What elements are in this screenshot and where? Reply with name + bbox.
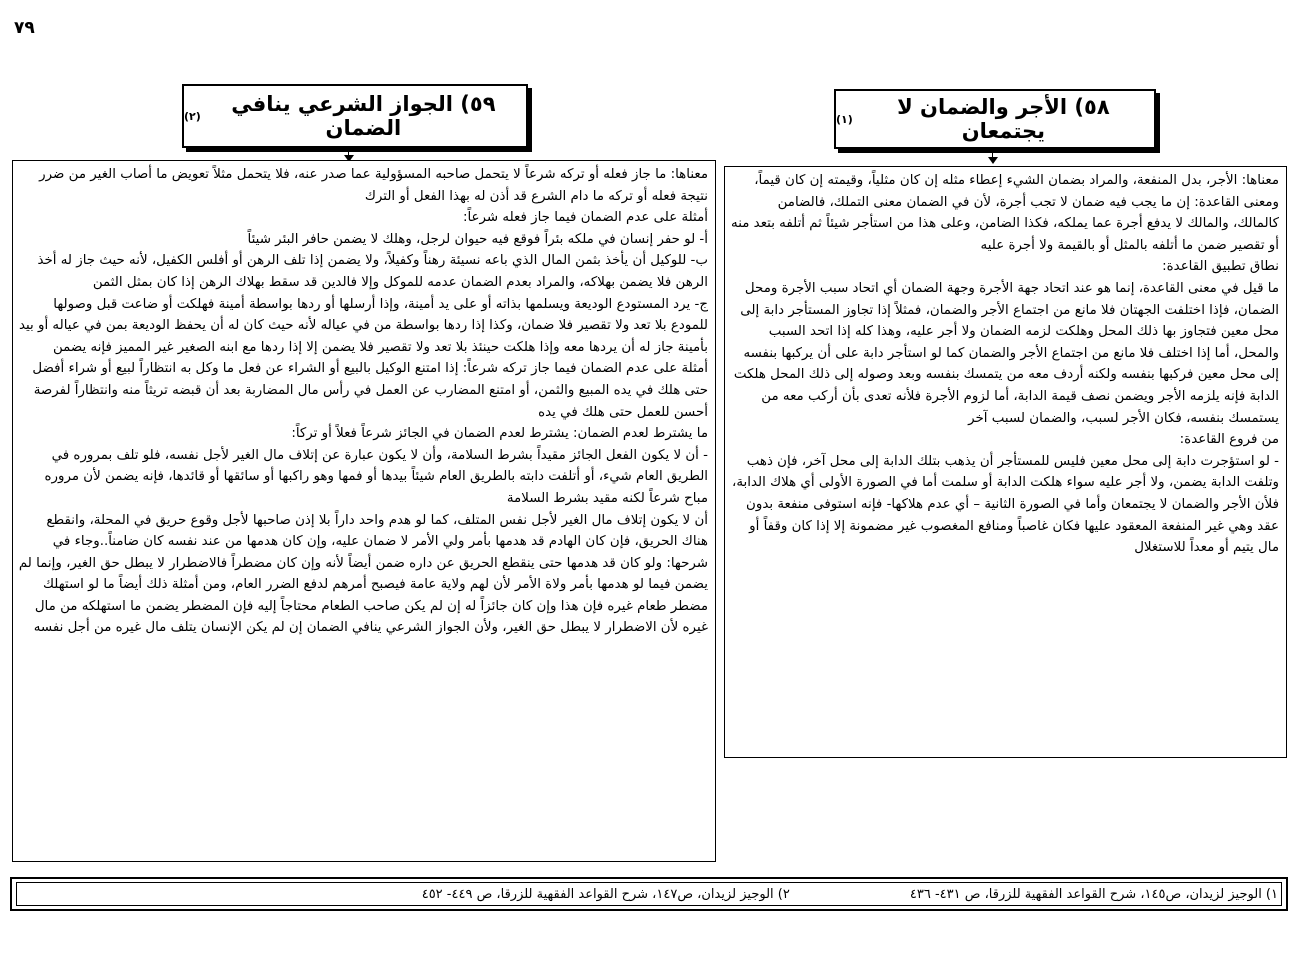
down-arrow-icon bbox=[986, 148, 1000, 164]
rule-59-title: ٥٩) الجواز الشرعي ينافي الضمان bbox=[231, 92, 496, 140]
rule-58-body bbox=[724, 166, 1287, 758]
rule-58-scope: ما قيل في معنى القاعدة، إنما هو عند اتحاد جهة الأجرة وجهة الضمان أي اتحاد سبب الأجرة ومحل الضمان، فإذا اختلفت الجهتان فلا مانع من اجتماع الأجر والضمان، فمثلاً إذا تجاوز المستأجر دابة إلى محل معين فتجاوز بها ذلك المحل وهلكت لزمه الضمان ولا أجر عليه، وهذا كله إذا اتحد السبب والمحل، أما إذا اختلف فلا مانع من اجتماع الأجر والضمان كما لو استأجر دابة على أن يركبها بنفسه إلى محل معين فركبها بنفسه ولكنه أردف معه من يتمسك بنفسه وبعد وصوله إلى ذلك المحل هلكت الدابة فإنه يلزمه الأجر ويضمن نصف قيمة الدابة، أما لزوم الأجرة فلأنه تعدى بأن أركب معه من يستمسك بنفسه، فكان الأجر لسبب، والضمان لسبب آخر bbox=[733, 280, 1279, 426]
rule-59-examples-heading: أمثلة على عدم الضمان فيما جاز فعله شرعاً: bbox=[462, 210, 708, 226]
footnote-2: ٢) الوجيز لزيدان، ص١٤٧، شرح القواعد الفقهية للزرقا، ص ٤٤٩- ٤٥٢ bbox=[421, 886, 790, 902]
rule-59-meaning: معناها: ما جاز فعله أو تركه شرعاً لا يتحمل صاحبه المسؤولية عما صدر عنه، فلا يتحمل مثلاً تعويض ما أصاب الغير من ضرر نتيجة فعله أو تركه ما دام الشرع قد أذن له بهذا الفعل أو الترك bbox=[39, 167, 708, 204]
rule-59-footnote-mark: (٢) bbox=[184, 109, 201, 123]
rule-58-scope-heading: نطاق تطبيق القاعدة: bbox=[1162, 259, 1279, 275]
rule-58-title: ٥٨) الأجر والضمان لا يجتمعان bbox=[897, 95, 1110, 143]
rule-59-example-b: ب- للوكيل أن يأخذ بثمن المال الذي باعه نسيئة رهناً وكفيلاً، ولا يضمن إذا تلف الرهن أو أفلس الكفيل، لأنه حيث جاز له أخذ الرهن فلا يضمن بهلاكه، والمراد بعدم الضمان عدمه للموكل وإلا فالدين قد سقط بهلاك الرهن إذا كان بمثل الثمن bbox=[37, 253, 708, 290]
rule-58-footnote-mark: (١) bbox=[836, 112, 853, 126]
rule-59-body bbox=[12, 160, 716, 862]
rule-58-meaning: معناها: الأجر، بدل المنفعة، والمراد بضمان الشيء إعطاء مثله إن كان مثلياً، وقيمته إن كان قيماً، ومعنى القاعدة: إن ما يجب فيه ضمان لا تجب أجرة، لأن في الضمان معنى التملك، فالضامن كالمالك، والمالك لا يدفع أجرة عما يملكه، فكذا الضامن، وعلى هذا من استأجر شيئاً ثم أتلفه بتعد منه أو تقصير ضمن ما أتلفه بالمثل أو بالقيمة ولا أجرة عليه bbox=[731, 173, 1279, 253]
rule-59-title-box bbox=[182, 84, 528, 148]
rule-59-example-c: ج- يرد المستودع الوديعة ويسلمها بذاته أو على يد أمينة، وإذا أرسلها أو ردها بواسطة أمينة فهلكت أو ضاعت قبل وصولها للمودع بلا تعد ولا تقصير فلا ضمان، وكذا إذا ردها بواسطة من في عياله لأنه حيث كان له أن يحفظ الوديعة بمن في عياله أو بيد بأمينة جاز له أن يردها معه وإذا هلكت حينئذ بلا تعد ولا تقصير فلا يضمن إلا إذا ردها مع ابنه الصغير غير المميز فإنه يضمن bbox=[18, 296, 708, 355]
rule-59-condition-1: - أن لا يكون الفعل الجائز مقيداً بشرط السلامة، وأن لا يكون عبارة عن إتلاف مال الغير لأجل نفسه، فلو تلف بمروره في الطريق العام شيء، أو أتلفت دابته بالطريق العام شيئاً بيدها أو فمها وهو راكبها أو سائقها أو قائدها، فإنه يضمن لأن مروره مباح شرعاً لكنه مقيد بشرط السلامة bbox=[44, 447, 708, 506]
rule-59-example-a: أ- لو حفر إنسان في ملكه بئراً فوقع فيه حيوان لرجل، وهلك لا يضمن حافر البئر شيئاً bbox=[247, 231, 708, 247]
footnotes-box bbox=[10, 877, 1288, 911]
rule-59-condition-2: أن لا يكون إتلاف مال الغير لأجل نفس المتلف، كما لو هدم واحد داراً بلا إذن صاحبها لأجل وقوع حريق في المحلة، وانقطع هناك الحريق، فإن كان الهادم قد هدمها بأمر ولي الأمر لا ضمان عليه، وإن كان هدمها من عند نفسه كان ضامناً..وجاء في شرحها: ولو كان قد هدمها حتى ينقطع الحريق عن داره ضمن أيضاً لأنه وإن كان مضطراً فالاضطرار لا يبطل حق الغير، وإنما لم يضمن فيما لو هدمها بأمر ولاة الأمر لأن لهم ولاية عامة فيصبح أمرهم لدفع الضرر العام، ومن أمثلة ذلك أيضاً ما لو استهلك مضطر طعام غيره فإن هذا وإن كان جائزاً له إن لم يكن صاحب الطعام محتاجاً إليه فإن المضطر يضمن ما استهلكه من مال غيره لأن الاضطرار لا يبطل حق الغير، ولأن الجواز الشرعي ينافي الضمان إن لم يكن الإنسان يتلف مال غيره من أجل نفسه bbox=[18, 512, 708, 636]
rule-59-conditions-heading: ما يشترط لعدم الضمان: يشترط لعدم الضمان في الجائز شرعاً فعلاً أو تركاً: bbox=[291, 426, 708, 442]
rule-59-omission-examples: أمثلة على عدم الضمان فيما جاز تركه شرعاً: إذا امتنع الوكيل بالبيع أو الشراء عن فعل ما وكل به انتظاراً لبيع أو شراء أفضل حتى هلك في يده المبيع والثمن، أو امتنع المضارب عن العمل في رأس مال المضاربة بعد أن قبضه تريثاً منه وانتظاراً لفرصة أحسن للعمل حتى هلك في يده bbox=[32, 361, 708, 420]
rule-58-title-box bbox=[834, 89, 1156, 149]
rule-58-branch-example: - لو استؤجرت دابة إلى محل معين فليس للمستأجر أن يذهب بتلك الدابة إلى محل آخر، فإن ذهب وتلفت الدابة يضمن، ولا أجر عليه سواء هلكت الدابة أو سلمت أما في الصورة الأولى أي هلاك الدابة، فلأن الأجر والضمان لا يجتمعان وأما في الصورة الثانية – أي عدم هلاكها- فإنه استوفى منفعة بدون عقد وهي غير المنفعة المعقود عليها فكان غاصباً ومنافع المغصوب غير مضمونة إلا إذا كان وقفاً أو مال يتيم أو معداً للاستغلال bbox=[732, 453, 1279, 556]
rule-58-branches-heading: من فروع القاعدة: bbox=[1179, 432, 1279, 448]
page-number: ٧٩ bbox=[14, 18, 35, 38]
footnote-1: ١) الوجيز لزيدان، ص١٤٥، شرح القواعد الفقهية للزرقا، ص ٤٣١- ٤٣٦ bbox=[909, 886, 1278, 902]
